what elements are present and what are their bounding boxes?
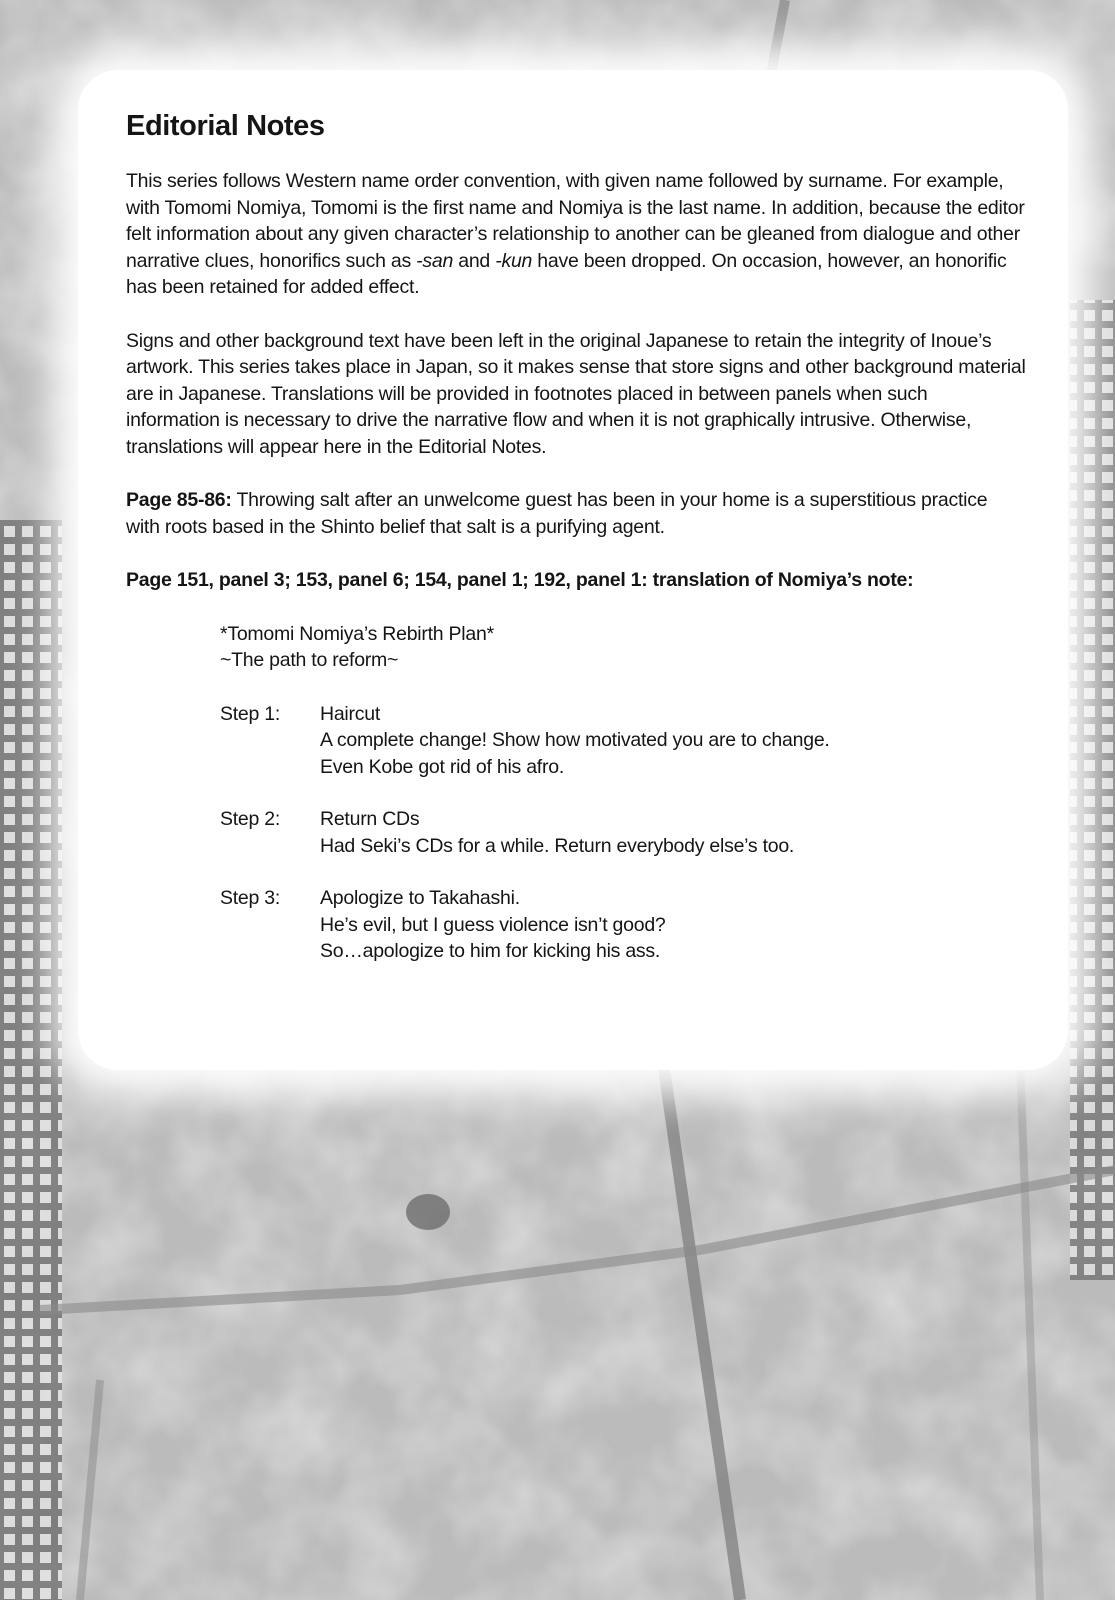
step-item: [220, 701, 1026, 781]
note-subtitle: ~The path to reform~: [220, 649, 399, 671]
page-reference: Page 85-86:: [126, 489, 232, 511]
paragraph-text: Throwing salt after an unwelcome guest has been in your home is a superstitious practice with roots based in the Shinto belief that salt is a purifying agent.: [126, 489, 988, 538]
step-item: [220, 885, 1026, 965]
step-line: Haircut: [320, 702, 381, 725]
step-line: Even Kobe got rid of his afro.: [320, 755, 564, 778]
note-title: *Tomomi Nomiya’s Rebirth Plan*: [220, 622, 494, 645]
page-title: Editorial Notes: [126, 110, 325, 142]
step-lines: [320, 885, 666, 965]
editorial-notes: [126, 108, 1026, 991]
note-header: [220, 621, 1026, 674]
step-line: Had Seki’s CDs for a while. Return everybody else’s too.: [320, 834, 795, 857]
step-label: Step 1:: [220, 702, 281, 725]
step-lines: [320, 701, 830, 781]
paragraph-text: This series follows Western name order convention, with given name followed by surname. For example, with Tomomi Nomiya, Tomomi is the first name and Nomiya is the last name. In addition, because the editor felt information about any given character’s relationship to another can be gleaned from dialogue and other narrative clues, honorifics such as: [126, 170, 1025, 272]
step-lines: [320, 806, 794, 859]
step-line: A complete change! Show how motivated you are to change.: [320, 729, 830, 751]
paragraph-signs: Signs and other background text have been left in the original Japanese to retain the integrity of Inoue’s artwork. This series takes place in Japan, so it makes sense that store signs and other background material are in Japanese. Translations will be provided in footnotes placed in between panels when such information is necessary to drive the narrative flow and when it is not graphically intrusive. Otherwise, translations will appear here in the Editorial Notes.: [126, 329, 1026, 458]
step-line: Apologize to Takahashi.: [320, 887, 520, 909]
honorific-kun: -kun: [495, 249, 533, 272]
honorific-san: -san: [416, 249, 454, 272]
step-line: Return CDs: [320, 808, 420, 830]
step-line: He’s evil, but I guess violence isn’t good?: [320, 913, 666, 936]
paragraph-salt: [126, 487, 1026, 540]
note-intro: Page 151, panel 3; 153, panel 6; 154, panel 1; 192, panel 1: translation of Nomiya’s note:: [126, 569, 914, 591]
paragraph-text: and: [453, 249, 496, 272]
step-line: So…apologize to him for kicking his ass.: [320, 940, 661, 962]
paragraph-name-order: [126, 168, 1026, 301]
step-label: Step 3:: [220, 887, 281, 909]
step-item: [220, 806, 1026, 859]
step-label: Step 2:: [220, 808, 281, 830]
rebirth-plan-note: [220, 621, 1026, 965]
paragraph-text: have been dropped. On occasion, however, an honorific has been retained for added effect.: [126, 249, 1007, 298]
